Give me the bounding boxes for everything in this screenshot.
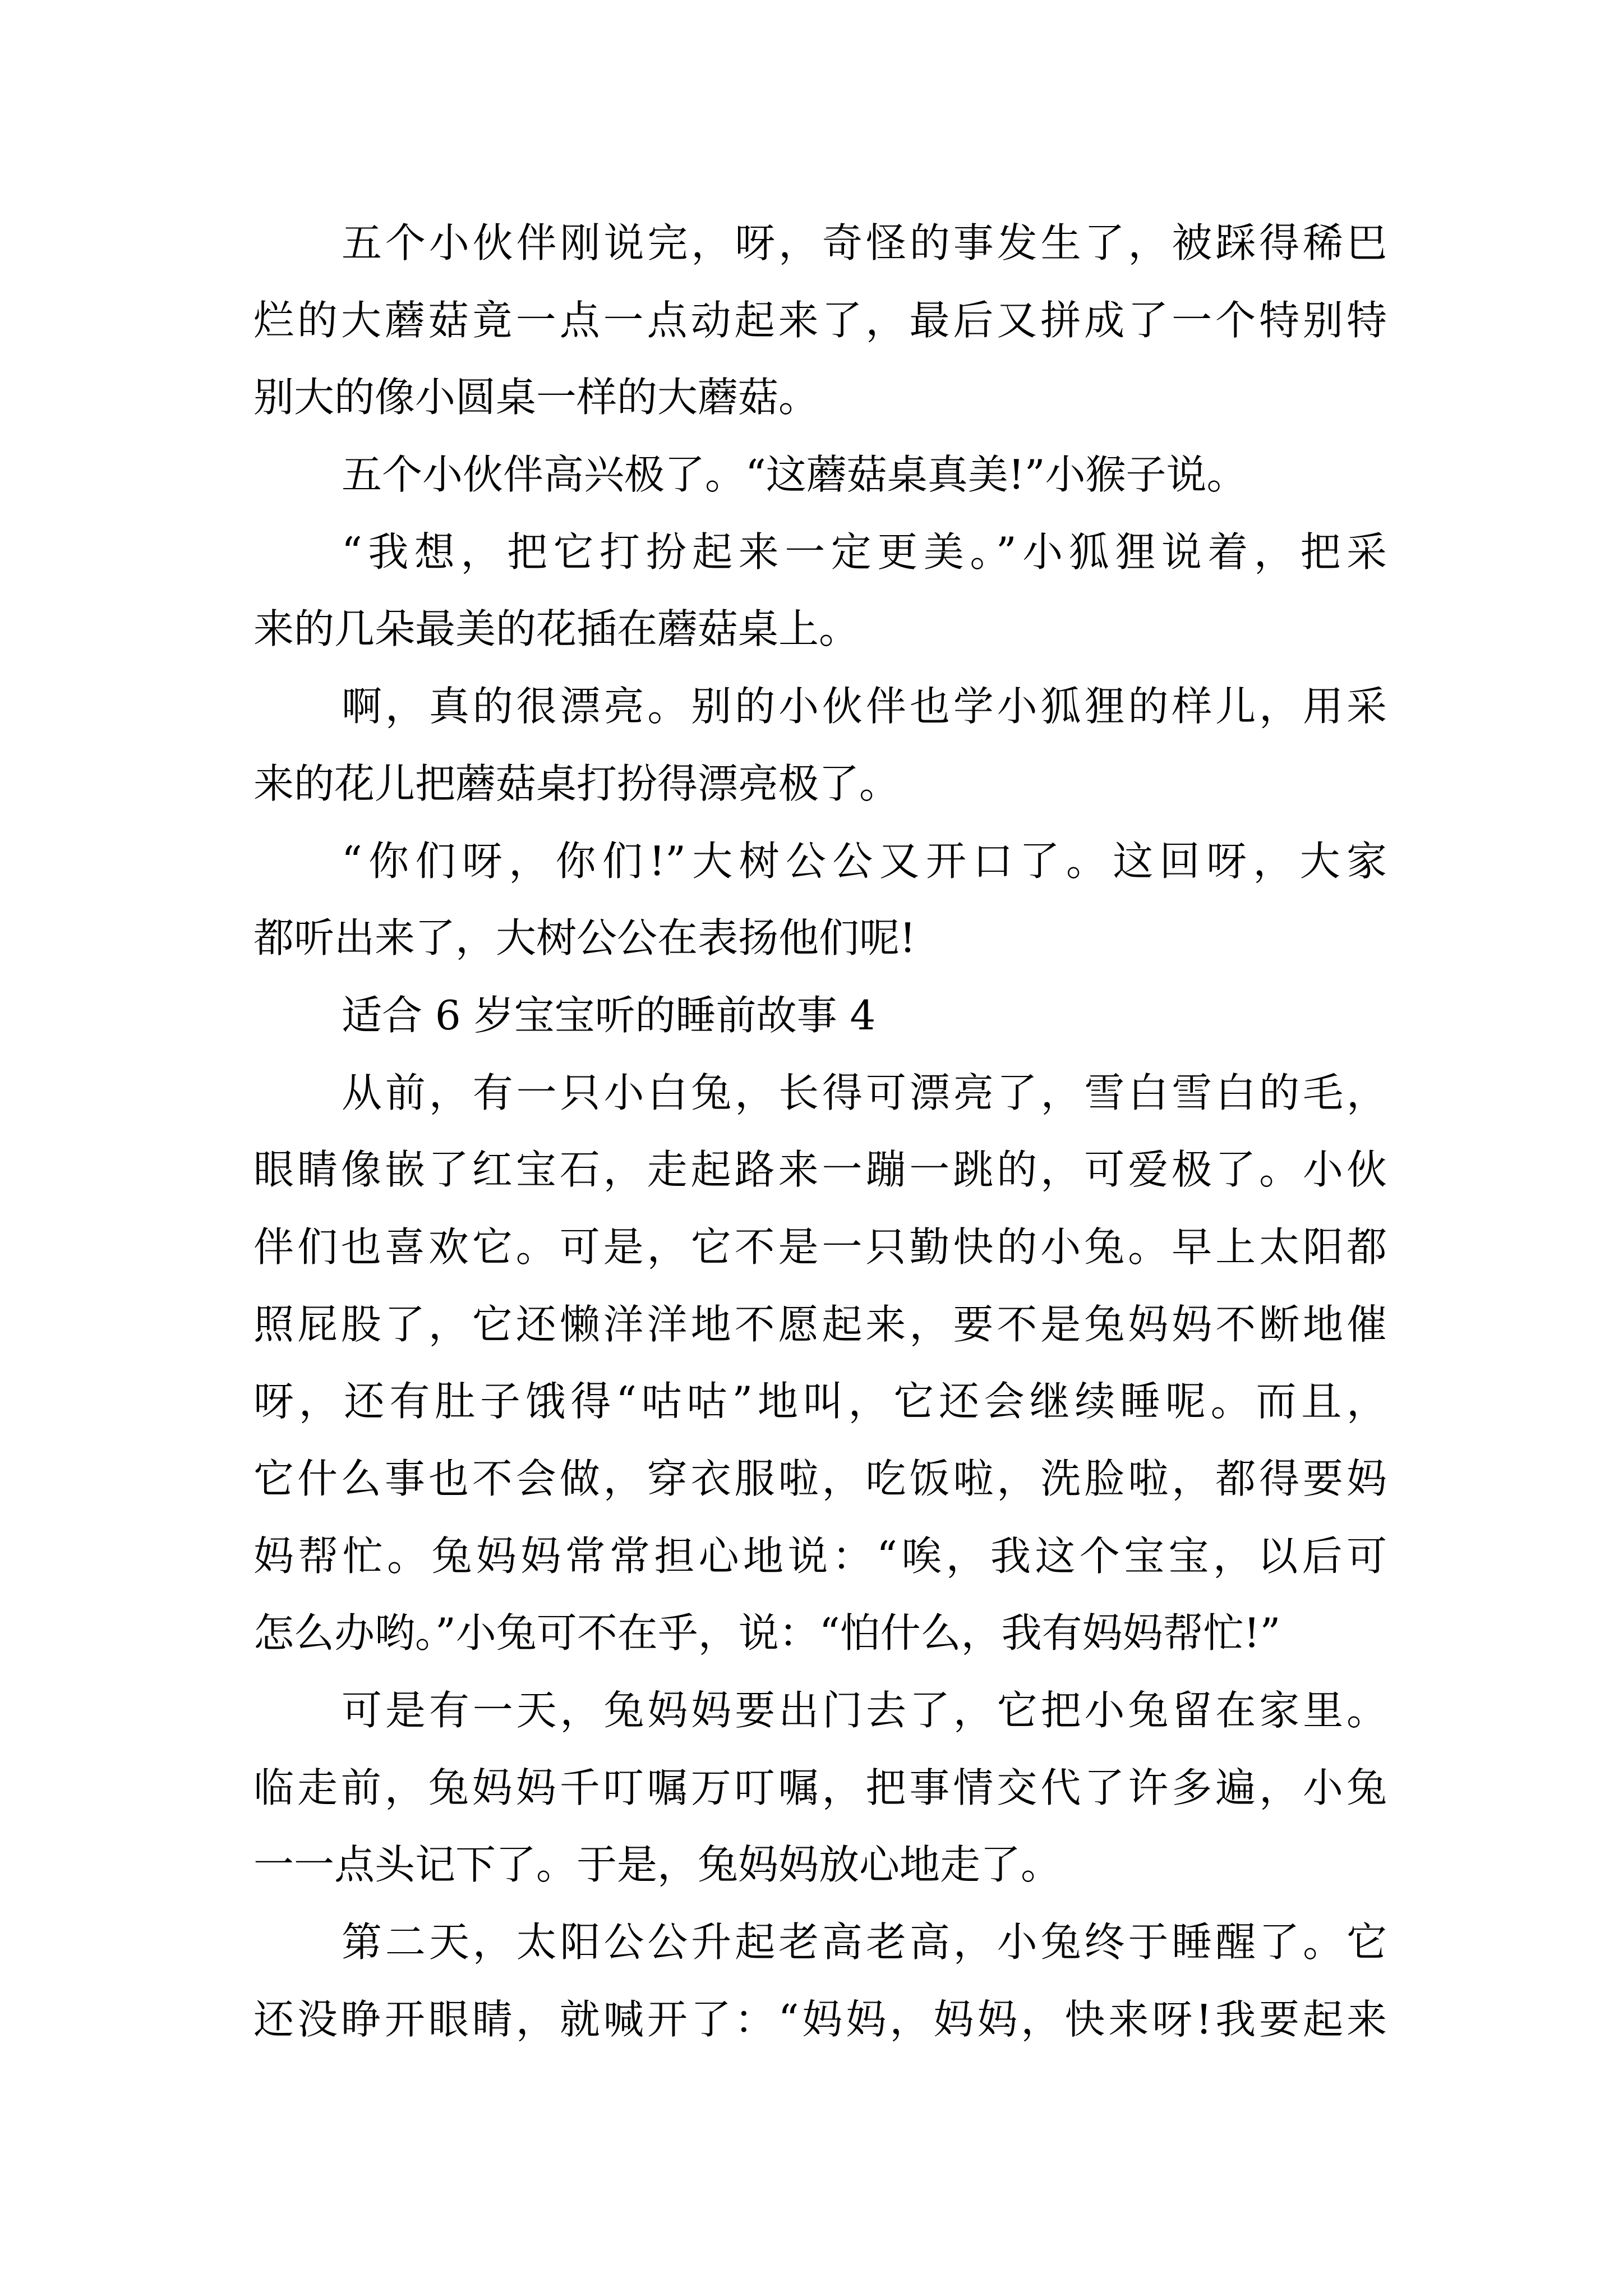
text-line: 怎么办哟。”小兔可不在乎，说：“怕什么，我有妈妈帮忙!” [253, 1609, 1281, 1657]
text-line: 啊，真的很漂亮。别的小伙伴也学小狐狸的样儿，用采 [342, 683, 1387, 730]
text-line: 还没睁开眼睛，就喊开了：“妈妈，妈妈，快来呀!我要起来 [253, 1995, 1387, 2043]
text-line: 呀，还有肚子饿得“咕咕”地叫，它还会继续睡呢。而且， [253, 1378, 1387, 1425]
text-line: “你们呀，你们!”大树公公又开口了。这回呀，大家 [342, 837, 1387, 885]
paragraph [253, 1672, 1387, 1904]
text-line: 都听出来了，大树公公在表扬他们呢! [253, 914, 916, 962]
text-line: 别大的像小圆桌一样的大蘑菇。 [253, 374, 819, 421]
text-line: 眼睛像嵌了红宝石，走起路来一蹦一跳的，可爱极了。小伙 [253, 1146, 1387, 1194]
text-line: 第二天，太阳公公升起老高老高，小兔终于睡醒了。它 [342, 1918, 1387, 1966]
text-line: 烂的大蘑菇竟一点一点动起来了，最后又拼成了一个特别特 [253, 296, 1387, 344]
text-line: 它什么事也不会做，穿衣服啦，吃饭啦，洗脸啦，都得要妈 [253, 1455, 1387, 1502]
text-line: 照屁股了，它还懒洋洋地不愿起来，要不是兔妈妈不断地催 [253, 1300, 1387, 1348]
document-body [253, 205, 1387, 2059]
paragraph [253, 205, 1387, 436]
paragraph [253, 1055, 1387, 1673]
text-line: 临走前，兔妈妈千叮嘱万叮嘱，把事情交代了许多遍，小兔 [253, 1764, 1387, 1811]
paragraph [253, 514, 1387, 668]
text-line: 来的几朵最美的花插在蘑菇桌上。 [253, 605, 860, 653]
text-line: 伴们也喜欢它。可是，它不是一只勤快的小兔。早上太阳都 [253, 1223, 1387, 1271]
paragraph [253, 436, 1387, 514]
section-title: 适合 6 岁宝宝听的睡前故事 4 [342, 991, 876, 1039]
paragraph [253, 668, 1387, 822]
text-line: 五个小伙伴刚说完，呀，奇怪的事发生了，被踩得稀巴 [342, 219, 1387, 266]
paragraph [253, 1904, 1387, 2058]
text-line: “我想，把它打扮起来一定更美。”小狐狸说着，把采 [342, 528, 1387, 576]
text-line: 来的花儿把蘑菇桌打扮得漂亮极了。 [253, 760, 900, 807]
text-line: 从前，有一只小白兔，长得可漂亮了，雪白雪白的毛， [342, 1069, 1387, 1116]
paragraph [253, 823, 1387, 977]
text-line: 一一点头记下了。于是，兔妈妈放心地走了。 [253, 1841, 1062, 1889]
text-line: 五个小伙伴高兴极了。“这蘑菇桌真美!”小猴子说。 [342, 451, 1247, 499]
text-line: 妈帮忙。兔妈妈常常担心地说：“唉，我这个宝宝，以后可 [253, 1532, 1387, 1580]
text-line: 可是有一天，兔妈妈要出门去了，它把小兔留在家里。 [342, 1687, 1387, 1734]
